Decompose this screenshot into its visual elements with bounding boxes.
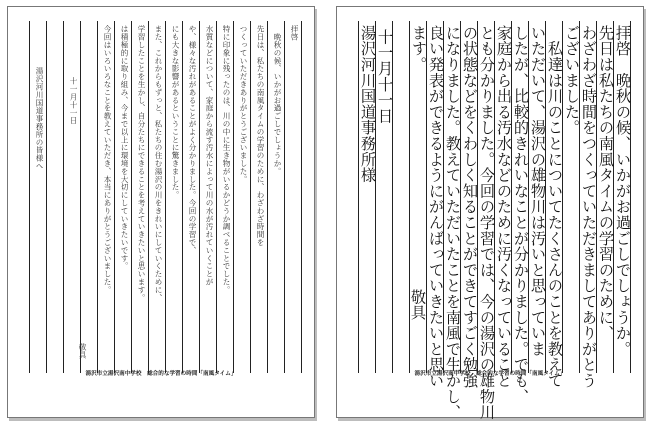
letter-line: は積極的に取り組み、今まで以上に環境を大切にしていきたいです。 bbox=[120, 25, 129, 270]
letter-date: 十一月十一日 bbox=[69, 77, 78, 125]
ruled-line bbox=[46, 21, 47, 373]
ruled-line bbox=[97, 21, 98, 373]
letter-line: したが、比較的きれいなことが分かりました。でも、 bbox=[512, 25, 530, 405]
letter-line: 水質などについて、家庭から流す汚水によって川の水が汚れていくことが bbox=[205, 25, 214, 286]
letter-closing: 敬具 bbox=[409, 289, 427, 321]
ruled-line bbox=[233, 21, 234, 373]
letter-line: とも分かりました。今回の学習では、今の湯沢の雄物川 bbox=[478, 25, 496, 420]
ruled-line bbox=[165, 21, 166, 373]
letter-line: ます。 bbox=[410, 25, 428, 73]
ruled-line bbox=[267, 21, 268, 373]
letter-line: わざわざ時間をつくっていただきましてありがとう bbox=[580, 25, 598, 389]
school-footer: 湯沢市立湯沢南中学校 総合的な学習の時間「南風タイム」 bbox=[85, 371, 237, 377]
letter-sheet-left bbox=[7, 6, 315, 418]
letter-line: 特に印象に残ったのは、川の中に生き物がいるかどうか調べることでした。 bbox=[222, 25, 231, 294]
letter-line: 先日は、私たちの南風タイムの学習のために、わざわざ時間を bbox=[256, 25, 265, 247]
letter-line: いただいて、湯沢の雄物川は汚いと思っていま bbox=[529, 25, 547, 357]
letter-line: になりました。教えていただいたことを南風で生かし、 bbox=[444, 25, 462, 420]
letter-closing: 敬具 bbox=[78, 343, 87, 359]
letter-line: にも大きな影響があるということに驚きました。 bbox=[171, 25, 180, 199]
letter-line: 私達は川のことについてたくさんのことを教えて bbox=[546, 25, 564, 389]
letter-line: 良い発表ができるようにがんばっていきたいと思い bbox=[427, 25, 445, 389]
letter-line: 家庭から出る汚水などのために汚くなっていること bbox=[495, 25, 513, 389]
letter-line: 晩秋の候、いかがお過ごしでしょうか。 bbox=[273, 25, 282, 176]
letter-line: 拝啓 晩秋の候、いかがお過ごしでしょうか。 bbox=[614, 25, 632, 357]
ruled-line bbox=[63, 21, 64, 373]
letter-line: つくっていただきありがとうございました。 bbox=[239, 25, 248, 183]
letter-line: の状態などをくわしく知ることができてすごく勉強 bbox=[461, 25, 479, 389]
letter-line: 今回はいろいろなことを教えていただき、本当にありがとうございました。 bbox=[103, 25, 112, 294]
ruled-line bbox=[216, 21, 217, 373]
ruled-line bbox=[80, 21, 81, 373]
ruled-line bbox=[199, 21, 200, 373]
letter-line: や、様々な汚れがあることがよく分かりました。今回の学習で、 bbox=[188, 25, 197, 255]
letter-line: ございました。 bbox=[563, 25, 581, 136]
letter-line: 拝啓 bbox=[290, 25, 299, 41]
ruled-line bbox=[29, 21, 30, 373]
ruled-line bbox=[284, 21, 285, 373]
school-footer: 湯沢市立湯沢南中学校 総合的な学習の時間「南風タイム」 bbox=[414, 371, 566, 377]
ruled-line bbox=[250, 21, 251, 373]
ruled-line bbox=[114, 21, 115, 373]
ruled-line bbox=[148, 21, 149, 373]
ruled-line bbox=[182, 21, 183, 373]
ruled-line bbox=[131, 21, 132, 373]
ruled-line bbox=[301, 21, 302, 373]
letter-line: また、これからもずっと、私たちの住む湯沢の川をきれいにしていくために、 bbox=[154, 25, 163, 302]
letter-sheet-right bbox=[336, 6, 644, 418]
letter-date: 十一月十一日 bbox=[376, 29, 394, 124]
letter-recipient: 湯沢河川国道事務所様 bbox=[359, 25, 377, 183]
letter-recipient: 湯沢河川国道事務所の皆様へ bbox=[35, 67, 44, 170]
letter-line: 学習したことを生かし、自分たちにできることを考えていきたいと思います。 bbox=[137, 25, 146, 302]
letter-line: 先日は私たちの南風タイムの学習のために、 bbox=[597, 25, 615, 341]
